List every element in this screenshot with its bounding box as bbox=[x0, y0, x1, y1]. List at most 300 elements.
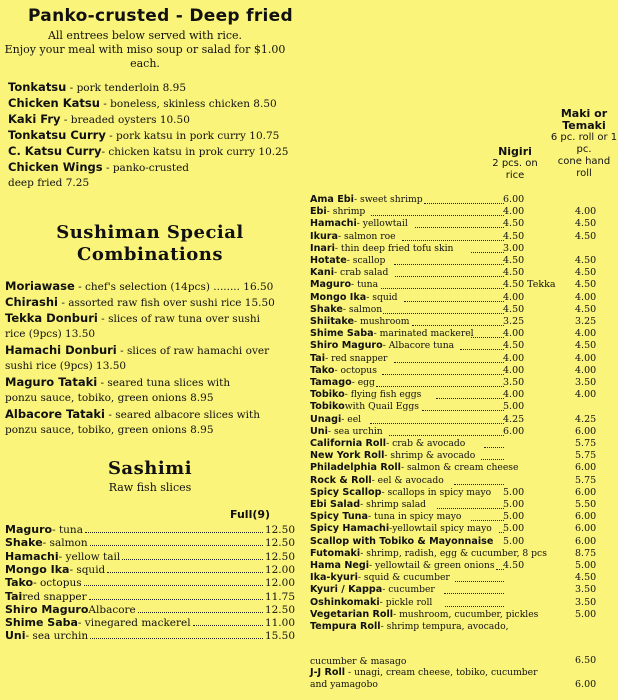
combos-title-1: Sushiman Special bbox=[56, 222, 244, 243]
sashimi-row bbox=[5, 616, 295, 630]
sashimi-desc: - squid bbox=[69, 563, 106, 576]
combo-item-name: Hamachi Donburi bbox=[5, 343, 117, 357]
sushi-label bbox=[310, 548, 547, 559]
sushi-maki-price: 6.00 bbox=[575, 523, 597, 535]
maki-head-1: Maki or bbox=[560, 107, 608, 120]
sushi-desc: - eel & avocado bbox=[371, 474, 444, 486]
sushi-dots bbox=[376, 377, 504, 387]
sushi-desc: - crab salad bbox=[334, 267, 389, 279]
sashimi-name: Shiro Maguro bbox=[5, 602, 89, 616]
maki-head-2: Temaki bbox=[562, 119, 606, 132]
sushi-row bbox=[310, 231, 600, 243]
sushi-name: Hama Negi bbox=[310, 560, 370, 571]
sushi-row bbox=[310, 511, 600, 523]
sushi-name: Philadelphia Roll bbox=[310, 462, 401, 474]
sushi-dots bbox=[382, 365, 504, 375]
sushi-maki-price: 5.75 bbox=[575, 474, 597, 486]
panko-wings-line2: deep fried 7.25 bbox=[8, 177, 90, 189]
sushi-desc: - octopus bbox=[334, 364, 377, 376]
sushi-row bbox=[310, 267, 600, 279]
sushi-label bbox=[310, 511, 461, 522]
sashimi-subtitle: Raw fish slices bbox=[108, 481, 192, 494]
sushi-name: Kani bbox=[310, 267, 335, 279]
combo-item-desc: - slices of raw tuna over sushi bbox=[97, 313, 260, 325]
sushi-name: Spicy Scallop bbox=[310, 486, 382, 498]
sushi-maki-price: 3.50 bbox=[575, 377, 597, 388]
sashimi-name: Mongo Ika bbox=[5, 562, 70, 576]
sushi-dots bbox=[404, 292, 504, 302]
panko-item-name: Kaki Fry bbox=[8, 112, 61, 126]
sushi-maki-price: 3.50 bbox=[575, 584, 597, 596]
sushi-desc: - flying fish eggs bbox=[344, 389, 422, 401]
sushi-dots bbox=[389, 426, 504, 436]
sushi-name: Shime Saba bbox=[310, 328, 374, 340]
sushi-dots bbox=[394, 353, 504, 363]
nigiri-col-head bbox=[485, 146, 545, 182]
sushi-label bbox=[310, 499, 426, 510]
sushi-name: Kyuri / Kappa bbox=[310, 584, 383, 596]
sushi-name: Hamachi bbox=[310, 218, 357, 230]
sushi-row bbox=[310, 523, 600, 535]
sushi-label bbox=[310, 304, 382, 315]
sushi-desc: - squid bbox=[366, 291, 398, 303]
combo-item-name: Chirashi bbox=[5, 295, 58, 309]
sushi-nigiri-price: 4.00 bbox=[503, 352, 525, 364]
sushi-name: Tai bbox=[310, 352, 326, 364]
sashimi-desc: - vinegared mackerel bbox=[77, 617, 191, 630]
sashimi-dots bbox=[138, 612, 263, 613]
combo-item-line2: rice (9pcs) 13.50 bbox=[5, 328, 96, 340]
sashimi-desc: - octopus bbox=[33, 577, 82, 590]
sushi-desc: - tuna in spicy mayo bbox=[367, 511, 462, 523]
sushi-label bbox=[310, 267, 388, 278]
sushi-label bbox=[310, 462, 518, 473]
panko-item-name: Chicken Wings bbox=[8, 160, 103, 174]
panko-item bbox=[8, 81, 186, 95]
combo-item bbox=[5, 296, 275, 310]
sushi-row bbox=[310, 304, 600, 316]
combo-item-name: Moriawase bbox=[5, 279, 75, 293]
sushi-label bbox=[310, 218, 408, 229]
sashimi-desc: - sea urchin bbox=[25, 630, 89, 643]
sushi-label bbox=[310, 414, 361, 425]
sushi-row bbox=[310, 548, 600, 560]
sushi-row bbox=[310, 206, 600, 218]
sushi-row bbox=[310, 450, 600, 462]
sashimi-name: Hamachi bbox=[5, 549, 59, 563]
sushi-maki-price: 4.00 bbox=[575, 389, 597, 401]
panko-note-1: All entrees below served with rice. bbox=[47, 29, 243, 42]
sushi-desc: - squid & cucumber bbox=[357, 572, 450, 584]
combo-item bbox=[5, 376, 230, 390]
sushi-dots bbox=[381, 279, 504, 289]
sushi-name: Futomaki bbox=[310, 547, 361, 559]
combo-item-name: Albacore Tataki bbox=[5, 407, 105, 421]
sushi-label bbox=[310, 365, 377, 376]
sushi-name: Unagi bbox=[310, 413, 342, 425]
sashimi-price: 12.50 bbox=[264, 550, 295, 563]
sushi-name: Ikura bbox=[310, 230, 338, 242]
sashimi-row bbox=[5, 590, 295, 604]
sushi-nigiri-price: 5.00 bbox=[503, 523, 525, 535]
sushi-desc: - cucumber bbox=[382, 584, 435, 596]
sushi-desc: - sea urchin bbox=[327, 425, 383, 437]
sushi-nigiri-price: 4.50 bbox=[503, 218, 525, 230]
sushi-label bbox=[310, 353, 387, 364]
sushi-desc: - shrimp bbox=[326, 206, 366, 218]
sushi-nigiri-price: 4.50 bbox=[503, 340, 525, 352]
sushi-desc: - shrimp & avocado bbox=[384, 450, 476, 462]
sushi-dots bbox=[444, 584, 504, 594]
sushi-maki-price: 6.00 bbox=[575, 486, 597, 498]
panko-item-desc: - pork tenderloin 8.95 bbox=[66, 82, 186, 94]
jj-line2: and yamagobo bbox=[310, 679, 378, 690]
sushi-dots bbox=[436, 389, 504, 399]
maki-head-3: 6 pc. roll or 1 bbox=[550, 132, 618, 143]
sushi-row bbox=[310, 584, 600, 596]
sushi-row bbox=[310, 536, 600, 548]
sushi-dots bbox=[402, 231, 504, 241]
sushi-maki-price: 4.50 bbox=[575, 230, 597, 242]
sushi-nigiri-price: 3.25 bbox=[503, 316, 525, 327]
sushi-dots bbox=[422, 401, 504, 411]
sashimi-desc: - salmon bbox=[42, 537, 88, 550]
combo-item bbox=[5, 344, 269, 358]
combo-item-name: Tekka Donburi bbox=[5, 311, 98, 325]
sushi-dots bbox=[471, 328, 504, 338]
combo-item bbox=[5, 280, 273, 294]
sushi-desc: - pickle roll bbox=[379, 596, 433, 608]
sushi-label bbox=[310, 279, 378, 290]
sushi-desc: - shrimp tempura, avocado, bbox=[380, 621, 509, 632]
combo-item-line2: sushi rice (9pcs) 13.50 bbox=[5, 360, 127, 372]
sushi-maki-price: 5.75 bbox=[575, 438, 597, 449]
sushi-maki-price: 5.50 bbox=[575, 499, 597, 510]
combos-title-2: Combinations bbox=[77, 244, 223, 265]
sushi-name: Ika-kyuri bbox=[310, 572, 358, 584]
panko-item-name: C. Katsu Curry bbox=[8, 144, 102, 158]
sushi-name: Uni bbox=[310, 425, 328, 437]
panko-item bbox=[8, 129, 279, 143]
sushi-name: Tamago bbox=[310, 377, 352, 388]
panko-note-2: Enjoy your meal with miso soup or salad for $1.00 bbox=[4, 43, 286, 56]
sushi-label bbox=[310, 206, 365, 217]
maki-head-5: cone hand bbox=[557, 156, 611, 167]
sushi-name: Ebi bbox=[310, 206, 327, 218]
sushi-row bbox=[310, 572, 600, 584]
sashimi-price: 11.75 bbox=[264, 590, 295, 603]
sashimi-name: Maguro bbox=[5, 523, 53, 536]
sushi-name: New York Roll bbox=[310, 450, 385, 462]
sushi-nigiri-price: 5.00 bbox=[503, 535, 525, 547]
combo-item-desc: - seared tuna slices with bbox=[97, 377, 231, 389]
sushi-nigiri-price: 5.00 bbox=[503, 499, 525, 510]
sushi-desc: - yellowtail bbox=[356, 218, 408, 230]
panko-item-name: Chicken Katsu bbox=[8, 96, 100, 110]
sushi-nigiri-price: 4.25 bbox=[503, 413, 525, 425]
sushi-desc: - eel bbox=[341, 413, 362, 425]
sashimi-desc: - tuna bbox=[52, 524, 83, 536]
sushi-desc: - salmon & cream cheese bbox=[400, 462, 519, 474]
panko-note-3: each. bbox=[130, 57, 160, 70]
sushi-desc: - yellowtail & green onions bbox=[369, 560, 495, 571]
panko-item-name: Tonkatsu Curry bbox=[8, 128, 106, 142]
sushi-nigiri-price: 5.00 bbox=[503, 486, 525, 498]
sushi-maki-price: 4.00 bbox=[575, 291, 597, 303]
panko-item-desc: - panko-crusted bbox=[102, 162, 190, 174]
sushi-label bbox=[310, 389, 421, 400]
sushi-label bbox=[310, 572, 450, 583]
sushi-maki-price: 4.00 bbox=[575, 352, 597, 364]
sushi-desc: - salmon bbox=[342, 303, 383, 315]
sushi-name: California Roll bbox=[310, 438, 387, 449]
sushi-desc: - thin deep fried tofu skin bbox=[334, 242, 454, 254]
sushi-row bbox=[310, 316, 600, 328]
sushi-desc: - red snapper bbox=[325, 352, 388, 364]
sushi-dots bbox=[394, 255, 504, 265]
sushi-dots bbox=[424, 194, 504, 204]
panko-title: Panko-crusted - Deep fried bbox=[28, 6, 293, 26]
sushi-row bbox=[310, 218, 600, 230]
jj-roll bbox=[310, 667, 538, 678]
sushi-desc: - marinated mackerel bbox=[373, 328, 474, 340]
combo-item-desc: - chef's selection (14pcs) ........ 16.50 bbox=[74, 281, 274, 293]
sushi-name: Ama Ebi bbox=[310, 194, 354, 205]
combo-item-desc: - assorted raw fish over sushi rice 15.50 bbox=[57, 297, 275, 309]
sushi-label bbox=[310, 316, 409, 327]
sushi-name: Hotate bbox=[310, 255, 347, 266]
sushi-maki-price: 4.50 bbox=[575, 218, 597, 230]
sashimi-row bbox=[5, 563, 295, 577]
sushi-row bbox=[310, 475, 600, 487]
sushi-maki-price: 4.50 bbox=[575, 255, 597, 266]
sushi-label bbox=[310, 597, 432, 608]
sushi-row bbox=[310, 292, 600, 304]
sushi-nigiri-price: 4.50 bbox=[503, 255, 525, 266]
sushi-name: Tako bbox=[310, 364, 335, 376]
panko-item-desc: - boneless, skinless chicken 8.50 bbox=[99, 98, 277, 110]
sushi-desc: - shrimp, radish, egg & cucumber, 8 pcs bbox=[360, 547, 547, 559]
combo-item-name: Maguro Tataki bbox=[5, 375, 98, 389]
sushi-desc: -yellowtail spicy mayo bbox=[389, 523, 492, 535]
sushi-maki-price: 6.00 bbox=[575, 425, 597, 437]
sushi-nigiri-price: 4.50 bbox=[503, 267, 525, 279]
sushi-desc: with Quail Eggs bbox=[344, 401, 419, 413]
sushi-row bbox=[310, 597, 600, 609]
sushi-row bbox=[310, 438, 600, 450]
sushi-maki-price: 4.50 bbox=[575, 303, 597, 315]
sushi-maki-price: 3.25 bbox=[575, 316, 597, 327]
sushi-row bbox=[310, 194, 600, 206]
tempura-price: 6.50 bbox=[575, 655, 597, 666]
sushi-name: Inari bbox=[310, 242, 335, 254]
sushi-nigiri-price: 4.00 bbox=[503, 291, 525, 303]
sushi-desc: - egg bbox=[351, 377, 375, 388]
sushi-row bbox=[310, 560, 600, 572]
sushi-maki-price: 6.00 bbox=[575, 535, 597, 547]
sushi-nigiri-price: 3.50 bbox=[503, 377, 525, 388]
sushi-label bbox=[310, 340, 454, 351]
sushi-dots bbox=[484, 438, 504, 448]
sushi-nigiri-price: 4.00 bbox=[503, 328, 525, 340]
sashimi-price: 11.00 bbox=[264, 617, 295, 630]
sushi-label bbox=[310, 487, 491, 498]
sushi-desc: - scallop bbox=[346, 255, 386, 266]
sashimi-price: 12.50 bbox=[264, 524, 295, 536]
sushi-maki-price: 6.00 bbox=[575, 511, 597, 523]
nigiri-head-3: rice bbox=[505, 170, 525, 181]
panko-item-name: Tonkatsu bbox=[8, 80, 67, 94]
sushi-name: Scallop with Tobiko & Mayonnaise bbox=[310, 535, 494, 547]
sashimi-desc: Albacore bbox=[88, 603, 136, 616]
sushi-label bbox=[310, 231, 396, 242]
sushi-row bbox=[310, 609, 600, 621]
sushi-label bbox=[310, 621, 509, 632]
sushi-name: Shiro Maguro bbox=[310, 340, 383, 352]
sushi-dots bbox=[471, 243, 504, 253]
sushi-nigiri-price: 4.50 bbox=[503, 230, 525, 242]
sushi-maki-price: 5.00 bbox=[575, 608, 597, 620]
sashimi-dots bbox=[89, 599, 263, 600]
sushi-nigiri-price: 6.00 bbox=[503, 425, 525, 437]
panko-item bbox=[8, 161, 189, 175]
sushi-dots bbox=[460, 340, 504, 350]
sushi-row bbox=[310, 279, 600, 291]
sushi-row bbox=[310, 401, 600, 413]
nigiri-head-1: Nigiri bbox=[498, 145, 532, 158]
sushi-name: Vegetarian Roll bbox=[310, 608, 394, 620]
sushi-name: Shiitake bbox=[310, 316, 355, 327]
sashimi-desc: red snapper bbox=[22, 590, 87, 603]
sushi-name: Tobiko bbox=[310, 401, 345, 413]
sushi-label bbox=[310, 292, 398, 303]
sushi-maki-price: 4.00 bbox=[575, 328, 597, 340]
maki-col-head bbox=[548, 108, 618, 180]
sushi-row bbox=[310, 353, 600, 365]
sushi-desc: - scallops in spicy mayo bbox=[381, 486, 492, 498]
sushi-row bbox=[310, 499, 600, 511]
sashimi-dots bbox=[107, 572, 263, 573]
panko-item bbox=[8, 97, 277, 111]
sashimi-row bbox=[5, 629, 295, 643]
sushi-maki-price: 5.75 bbox=[575, 450, 597, 462]
sushi-maki-price: 4.00 bbox=[575, 206, 597, 218]
sushi-desc: - sweet shrimp bbox=[353, 194, 423, 205]
sashimi-dots bbox=[122, 559, 263, 560]
sushi-dots bbox=[455, 572, 504, 582]
sushi-label bbox=[310, 584, 435, 595]
sashimi-dots bbox=[193, 625, 263, 626]
sushi-maki-price: 4.25 bbox=[575, 413, 597, 425]
sashimi-price: 12.50 bbox=[264, 537, 295, 550]
sushi-nigiri-price: 5.00 bbox=[503, 401, 525, 413]
sushi-maki-price: 4.50 bbox=[575, 279, 597, 291]
panko-item bbox=[8, 113, 190, 127]
sushi-nigiri-price: 4.50 Tekka bbox=[503, 279, 556, 291]
sashimi-price: 15.50 bbox=[264, 630, 295, 643]
jj-price: 6.00 bbox=[575, 679, 597, 690]
sushi-nigiri-price: 4.00 bbox=[503, 206, 525, 218]
sushi-dots bbox=[395, 267, 504, 277]
sushi-dots bbox=[415, 218, 504, 228]
sushi-dots bbox=[471, 511, 504, 521]
sushi-dots bbox=[371, 206, 504, 216]
sushi-row bbox=[310, 255, 600, 267]
sushi-row bbox=[310, 377, 600, 389]
sushi-label bbox=[310, 475, 444, 486]
sushi-name: Ebi Salad bbox=[310, 499, 361, 510]
sashimi-dots bbox=[90, 638, 263, 639]
sashimi-price: 12.00 bbox=[264, 563, 295, 576]
sushi-name: Mongo Ika bbox=[310, 291, 367, 303]
combo-item-line2: ponzu sauce, tobiko, green onions 8.95 bbox=[5, 392, 214, 404]
sushi-row bbox=[310, 340, 600, 352]
sushi-desc: - mushroom bbox=[354, 316, 410, 327]
sushi-row bbox=[310, 365, 600, 377]
sashimi-title: Sashimi bbox=[107, 458, 193, 479]
sushi-desc: - Albacore tuna bbox=[382, 340, 455, 352]
sushi-maki-price: 5.00 bbox=[575, 560, 597, 571]
sushi-desc: - crab & avocado bbox=[386, 438, 466, 449]
panko-item-desc: - chicken katsu in prok curry 10.25 bbox=[101, 146, 289, 158]
sashimi-dots bbox=[85, 532, 263, 533]
sushi-name: Tempura Roll bbox=[310, 621, 381, 632]
sushi-nigiri-price: 5.00 bbox=[503, 511, 525, 523]
sushi-name: Oshinkomaki bbox=[310, 596, 380, 608]
sushi-label bbox=[310, 536, 493, 547]
sashimi-dots bbox=[84, 585, 263, 586]
sushi-label bbox=[310, 438, 465, 449]
sashimi-name: Tako bbox=[5, 576, 34, 590]
sushi-label bbox=[310, 377, 375, 388]
sushi-row bbox=[310, 389, 600, 401]
sushi-maki-price: 6.00 bbox=[575, 462, 597, 474]
sashimi-row bbox=[5, 536, 295, 550]
sushi-desc: - tuna bbox=[351, 279, 379, 291]
sushi-maki-price: 4.50 bbox=[575, 340, 597, 352]
sushi-name: Spicy Hamachi bbox=[310, 523, 390, 535]
sashimi-row bbox=[5, 550, 295, 564]
sushi-maki-price: 4.50 bbox=[575, 267, 597, 279]
sushi-label bbox=[310, 609, 538, 620]
jj-name: J-J Roll bbox=[310, 667, 346, 678]
sushi-maki-price: 3.50 bbox=[575, 596, 597, 608]
sushi-nigiri-price: 3.00 bbox=[503, 242, 525, 254]
jj-desc: - unagi, cream cheese, tobiko, cucumber bbox=[345, 667, 538, 678]
sashimi-name: Uni bbox=[5, 629, 26, 643]
sushi-dots bbox=[481, 450, 504, 460]
sushi-dots bbox=[437, 499, 504, 509]
sushi-name: Maguro bbox=[310, 279, 352, 291]
sushi-label bbox=[310, 401, 419, 412]
sashimi-row bbox=[5, 523, 295, 537]
tempura-line2: cucumber & masago bbox=[310, 656, 407, 667]
sashimi-desc: - yellow tail bbox=[58, 550, 121, 563]
sushi-row bbox=[310, 426, 600, 438]
sushi-row bbox=[310, 243, 600, 255]
sashimi-row bbox=[5, 603, 295, 617]
sushi-nigiri-price: 4.50 bbox=[503, 560, 525, 571]
sushi-dots bbox=[370, 414, 504, 424]
sushi-label bbox=[310, 255, 385, 266]
combo-item-desc: - seared albacore slices with bbox=[105, 409, 261, 421]
sushi-maki-price: 8.75 bbox=[575, 547, 597, 559]
sushi-dots bbox=[412, 316, 504, 326]
sushi-dots bbox=[383, 304, 504, 314]
sushi-nigiri-price: 6.00 bbox=[503, 194, 525, 205]
sushi-row bbox=[310, 487, 600, 499]
sashimi-price: 12.50 bbox=[264, 603, 295, 616]
